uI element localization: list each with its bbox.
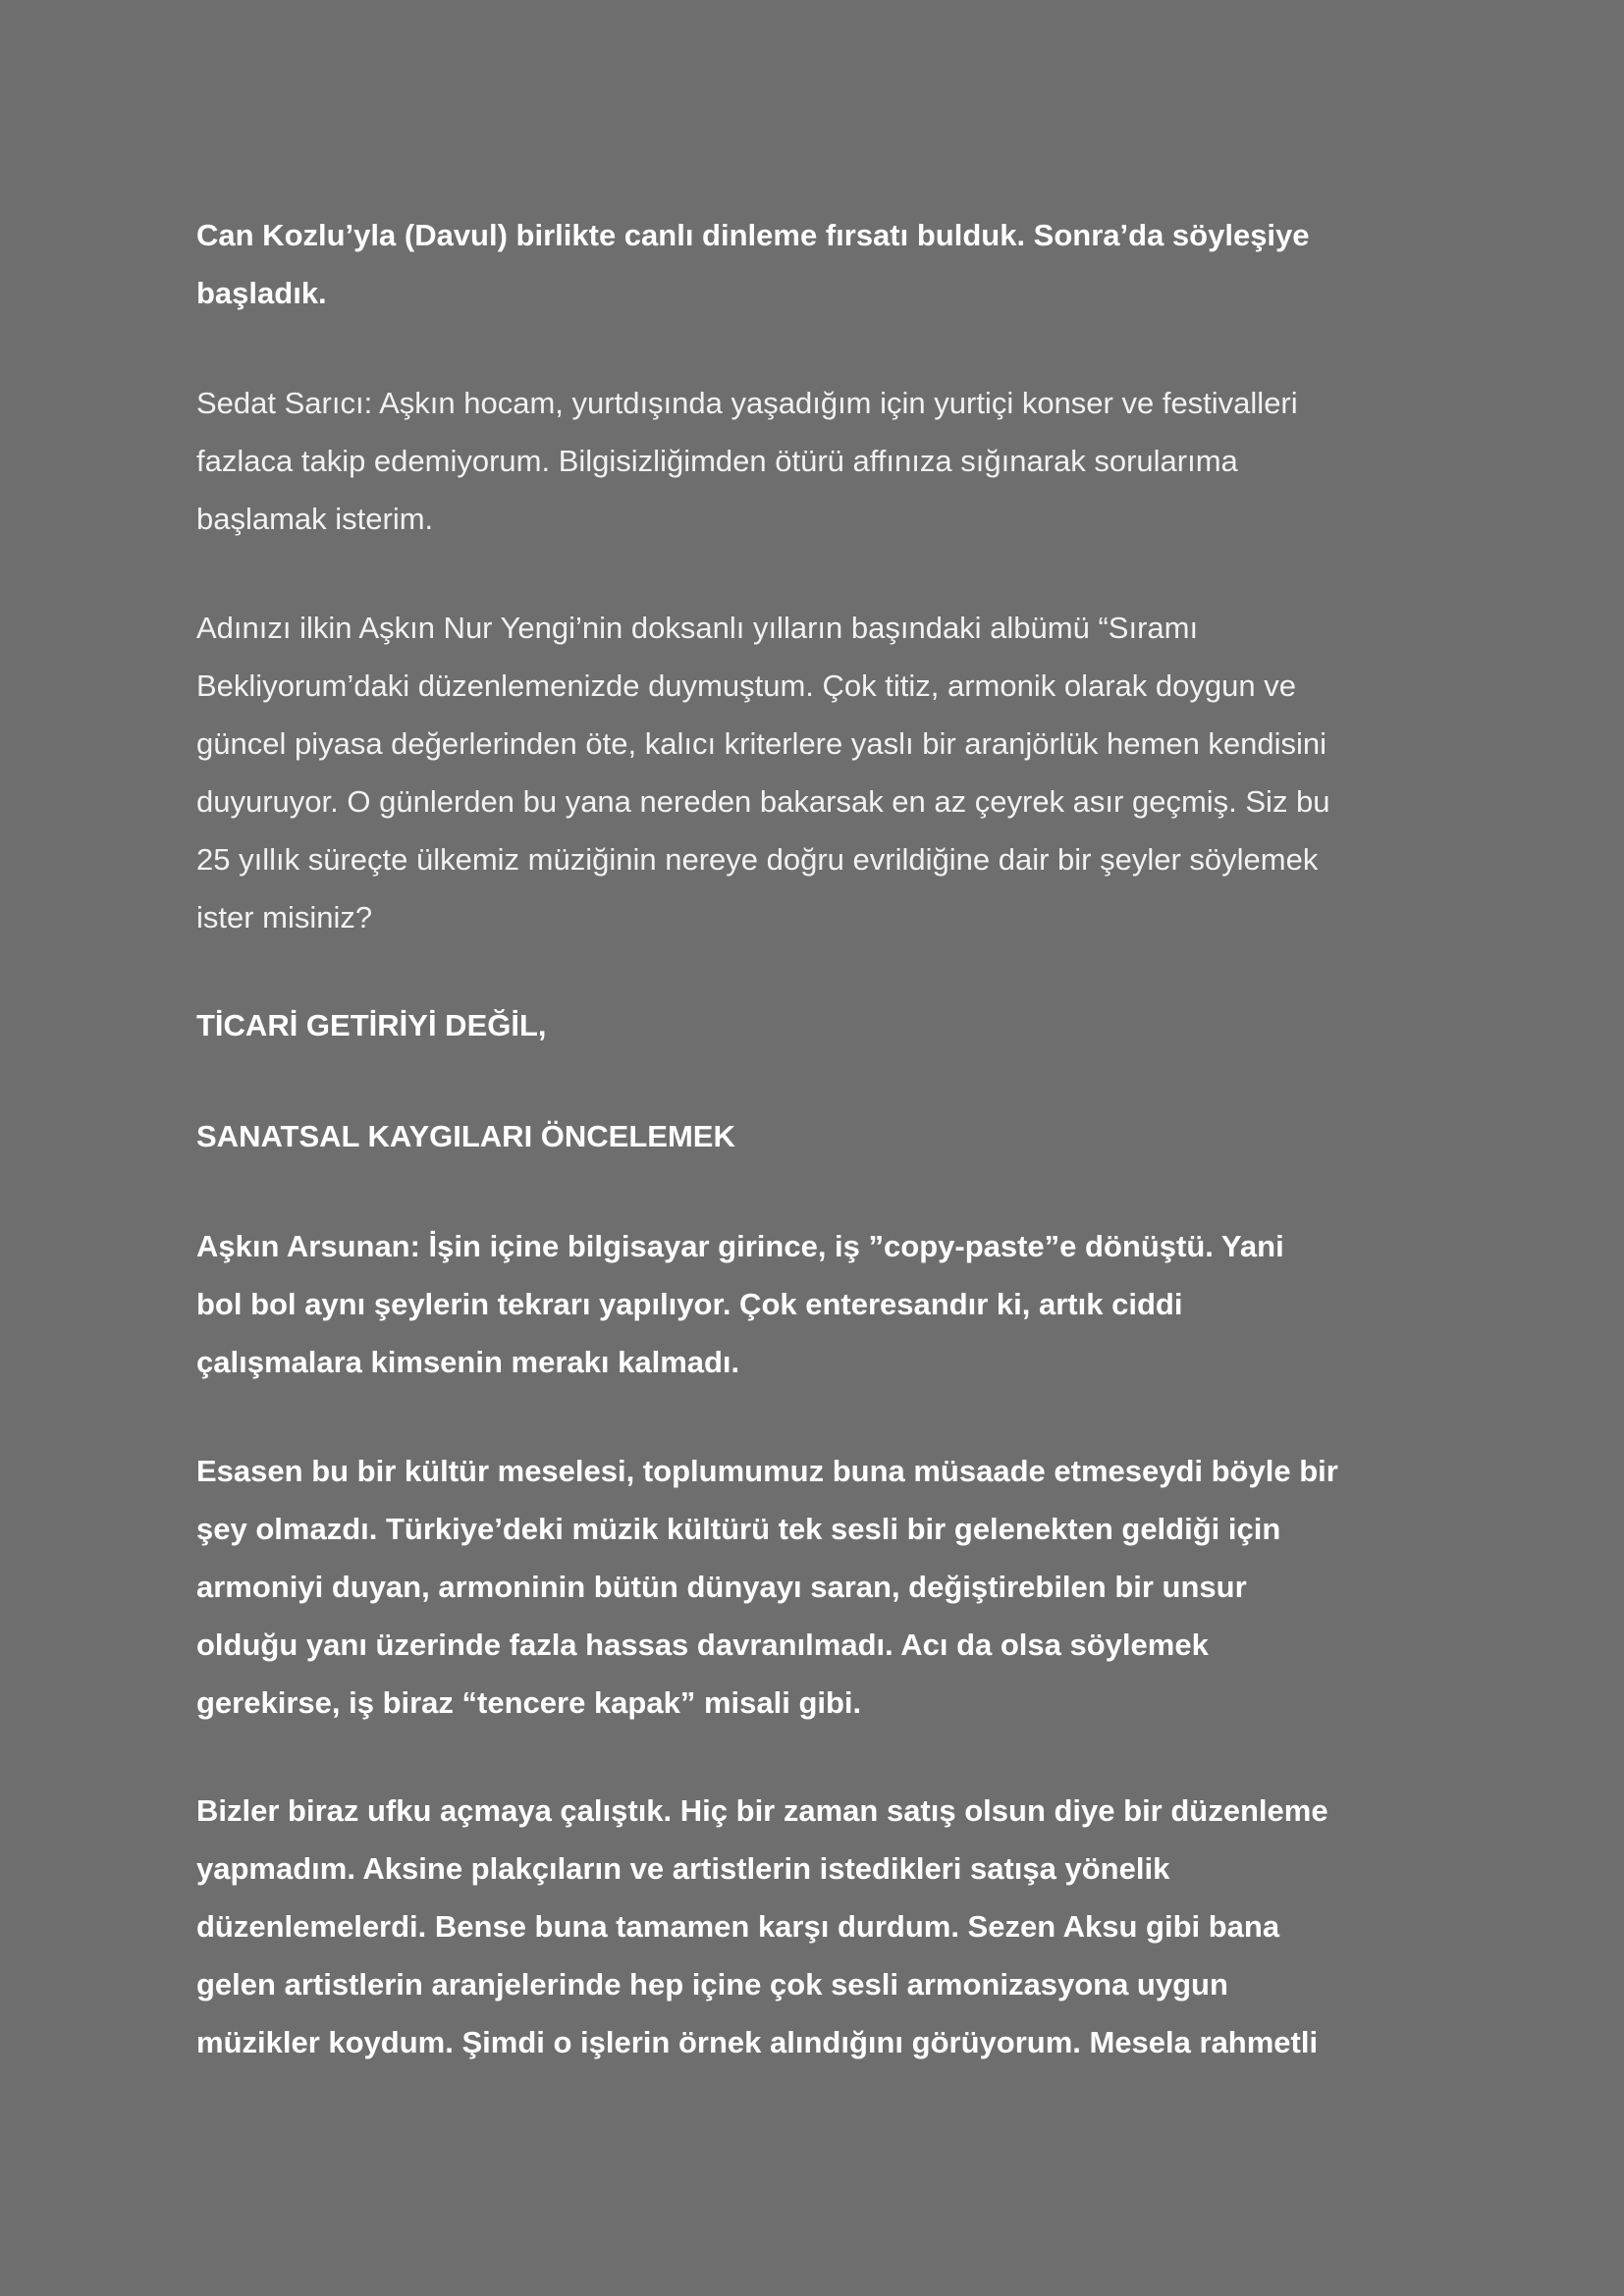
heading-text: TİCARİ GETİRİYİ DEĞİL, xyxy=(196,1008,547,1042)
text-line: düzenlemelerdi. Bense buna tamamen karşı durdum. Sezen Aksu gibi bana xyxy=(196,1909,1280,1944)
text-line: Aşkın Arsunan: İşin içine bilgisayar girince, iş ”copy-paste”e dönüştü. Yani xyxy=(196,1229,1284,1263)
question-intro-paragraph xyxy=(196,374,1443,548)
answer-paragraph-2 xyxy=(196,1442,1443,1732)
text-line: olduğu yanı üzerinde fazla hassas davranılmadı. Acı da olsa söylemek xyxy=(196,1628,1209,1662)
text-line: Esasen bu bir kültür meselesi, toplumumuz buna müsaade etmeseydi böyle bir xyxy=(196,1454,1338,1488)
document-page xyxy=(196,0,1443,2296)
text-line: gerekirse, iş biraz “tencere kapak” misali gibi. xyxy=(196,1685,862,1720)
text-line: gelen artistlerin aranjelerinde hep içine çok sesli armonizasyona uygun xyxy=(196,1967,1228,2002)
text-line: duyuruyor. O günlerden bu yana nereden bakarsak en az çeyrek asır geçmiş. Siz bu xyxy=(196,784,1330,819)
text-line: şey olmazdı. Türkiye’deki müzik kültürü tek sesli bir gelenekten geldiği için xyxy=(196,1512,1281,1546)
text-line: fazlaca takip edemiyorum. Bilgisizliğimden ötürü affınıza sığınarak sorularıma xyxy=(196,444,1238,478)
text-line: başladık. xyxy=(196,276,327,310)
text-line: bol bol aynı şeylerin tekrarı yapılıyor. Çok enteresandır ki, artık ciddi xyxy=(196,1287,1183,1321)
text-line: Sedat Sarıcı: Aşkın hocam, yurtdışında yaşadığım için yurtiçi konser ve festivalleri xyxy=(196,386,1298,420)
text-line: yapmadım. Aksine plakçıların ve artistlerin istedikleri satışa yönelik xyxy=(196,1851,1170,1886)
text-line: çalışmalara kimsenin merakı kalmadı. xyxy=(196,1345,740,1379)
section-heading-line-2 xyxy=(196,1107,1443,1165)
text-line: başlamak isterim. xyxy=(196,502,434,536)
text-line: müzikler koydum. Şimdi o işlerin örnek alındığını görüyorum. Mesela rahmetli xyxy=(196,2025,1319,2059)
intro-paragraph xyxy=(196,206,1443,322)
text-line: güncel piyasa değerlerinden öte, kalıcı kriterlere yaslı bir aranjörlük hemen kendisini xyxy=(196,726,1327,761)
heading-text: SANATSAL KAYGILARI ÖNCELEMEK xyxy=(196,1119,735,1153)
text-line: armoniyi duyan, armoninin bütün dünyayı saran, değiştirebilen bir unsur xyxy=(196,1570,1247,1604)
text-line: Bekliyorum’daki düzenlemenizde duymuştum. Çok titiz, armonik olarak doygun ve xyxy=(196,668,1296,703)
text-line: ister misiniz? xyxy=(196,900,373,934)
question-paragraph xyxy=(196,599,1443,946)
answer-paragraph-3 xyxy=(196,1782,1443,2071)
answer-paragraph-1 xyxy=(196,1217,1443,1391)
text-line: Bizler biraz ufku açmaya çalıştık. Hiç bir zaman satış olsun diye bir düzenleme xyxy=(196,1793,1328,1828)
text-line: Adınızı ilkin Aşkın Nur Yengi’nin doksanlı yılların başındaki albümü “Sıramı xyxy=(196,611,1199,645)
text-line: 25 yıllık süreçte ülkemiz müziğinin nereye doğru evrildiğine dair bir şeyler söylemek xyxy=(196,842,1319,877)
text-line: Can Kozlu’yla (Davul) birlikte canlı dinleme fırsatı bulduk. Sonra’da söyleşiye xyxy=(196,218,1310,252)
section-heading-line-1 xyxy=(196,996,1443,1054)
